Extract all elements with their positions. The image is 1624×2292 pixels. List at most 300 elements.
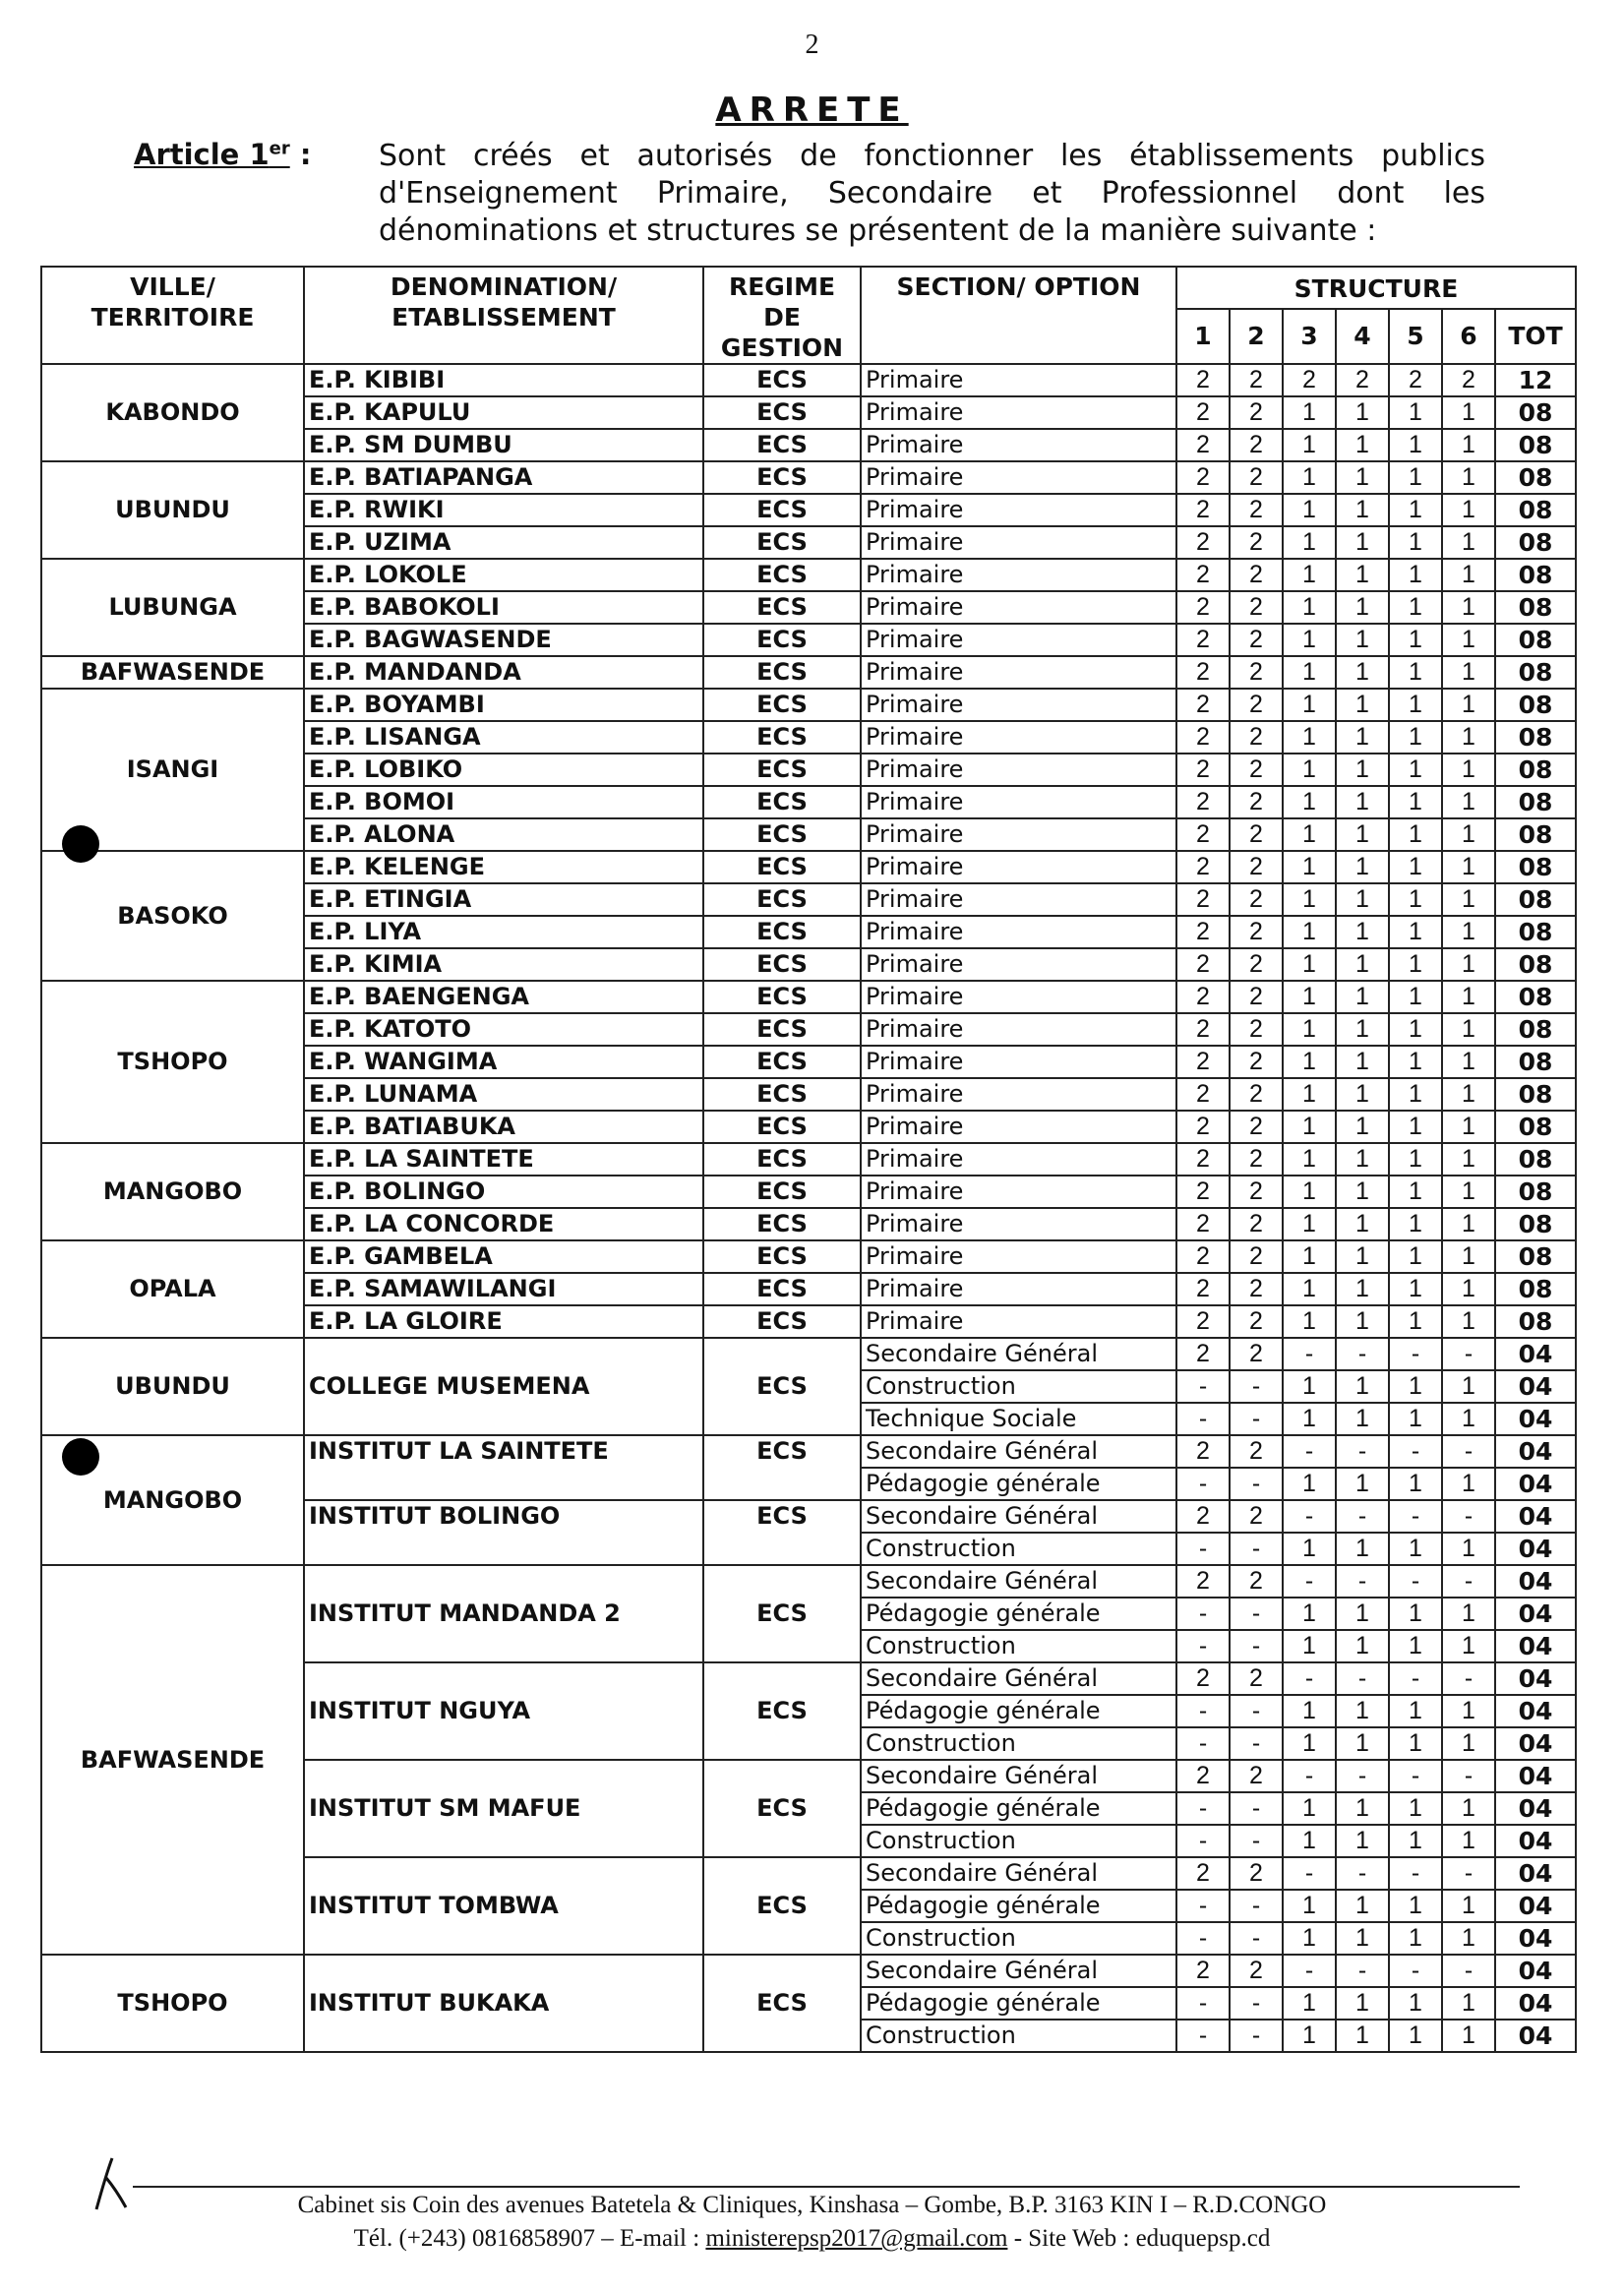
- structure-cell: 1: [1283, 396, 1336, 429]
- option-cell: Pédagogie générale: [861, 1890, 1176, 1922]
- table-body: [41, 364, 1576, 2052]
- structure-cell: 1: [1442, 2020, 1495, 2052]
- structure-cell: 1: [1336, 1727, 1389, 1760]
- school-name-cell: E.P. BOLINGO: [304, 1176, 703, 1208]
- total-cell: 04: [1495, 1955, 1576, 1987]
- regime-cell: ECS: [703, 396, 861, 429]
- school-name-cell: INSTITUT BUKAKA: [304, 1955, 703, 2052]
- structure-cell: 1: [1336, 396, 1389, 429]
- structure-cell: 1: [1389, 1176, 1442, 1208]
- structure-cell: 1: [1442, 851, 1495, 883]
- structure-cell: 2: [1230, 591, 1283, 624]
- section-cell: Primaire: [861, 494, 1176, 526]
- structure-cell: 1: [1283, 1987, 1336, 2020]
- structure-cell: 2: [1176, 916, 1230, 948]
- page-number: 2: [805, 30, 819, 60]
- structure-cell: 2: [1176, 721, 1230, 754]
- section-cell: Primaire: [861, 1143, 1176, 1176]
- structure-cell: 1: [1442, 754, 1495, 786]
- structure-cell: 1: [1283, 1176, 1336, 1208]
- school-name-cell: E.P. GAMBELA: [304, 1240, 703, 1273]
- structure-cell: 2: [1176, 786, 1230, 818]
- total-cell: 08: [1495, 916, 1576, 948]
- ville-cell: BAFWASENDE: [41, 656, 304, 689]
- option-cell: Construction: [861, 1533, 1176, 1565]
- structure-cell: 1: [1442, 1240, 1495, 1273]
- structure-cell: 1: [1336, 689, 1389, 721]
- structure-cell: 1: [1336, 494, 1389, 526]
- structure-cell: 1: [1389, 851, 1442, 883]
- structure-cell: 2: [1230, 948, 1283, 981]
- structure-cell: 1: [1336, 1273, 1389, 1305]
- structure-cell: 1: [1283, 721, 1336, 754]
- structure-cell: 1: [1336, 1533, 1389, 1565]
- section-cell: Primaire: [861, 1111, 1176, 1143]
- table-row: [41, 1435, 1576, 1468]
- section-cell: Primaire: [861, 851, 1176, 883]
- section-cell: Primaire: [861, 1046, 1176, 1078]
- article-colon: :: [299, 138, 312, 171]
- structure-cell: 2: [1176, 1435, 1230, 1468]
- structure-cell: 1: [1389, 1533, 1442, 1565]
- structure-cell: 2: [1230, 1046, 1283, 1078]
- option-cell: Pédagogie générale: [861, 1987, 1176, 2020]
- structure-cell: 1: [1283, 1890, 1336, 1922]
- option-cell: Secondaire Général: [861, 1760, 1176, 1792]
- regime-cell: ECS: [703, 883, 861, 916]
- structure-cell: 1: [1336, 754, 1389, 786]
- structure-cell: -: [1389, 1500, 1442, 1533]
- structure-cell: 1: [1336, 1305, 1389, 1338]
- structure-cell: 1: [1442, 591, 1495, 624]
- document-title: ARRETE: [715, 90, 909, 130]
- structure-cell: 1: [1283, 981, 1336, 1013]
- structure-cell: 1: [1283, 1370, 1336, 1403]
- ville-cell: TSHOPO: [41, 1955, 304, 2052]
- school-name-cell: E.P. BABOKOLI: [304, 591, 703, 624]
- header-col-2: 2: [1230, 309, 1283, 364]
- option-cell: Pédagogie générale: [861, 1468, 1176, 1500]
- structure-cell: 1: [1389, 1922, 1442, 1955]
- section-cell: Primaire: [861, 624, 1176, 656]
- option-cell: Construction: [861, 1630, 1176, 1662]
- structure-cell: 2: [1230, 883, 1283, 916]
- regime-cell: ECS: [703, 1013, 861, 1046]
- school-name-cell: E.P. BAENGENGA: [304, 981, 703, 1013]
- structure-cell: 1: [1283, 1727, 1336, 1760]
- structure-cell: 2: [1176, 1662, 1230, 1695]
- structure-cell: -: [1176, 1630, 1230, 1662]
- total-cell: 04: [1495, 1727, 1576, 1760]
- structure-cell: 1: [1442, 721, 1495, 754]
- total-cell: 08: [1495, 396, 1576, 429]
- table-row: [41, 1565, 1576, 1598]
- structure-cell: -: [1230, 1922, 1283, 1955]
- structure-cell: -: [1442, 1857, 1495, 1890]
- total-cell: 08: [1495, 526, 1576, 559]
- total-cell: 08: [1495, 948, 1576, 981]
- structure-cell: 1: [1442, 1208, 1495, 1240]
- structure-cell: 1: [1442, 1468, 1495, 1500]
- regime-cell: ECS: [703, 1760, 861, 1857]
- header-regime: REGIME DE GESTION: [703, 267, 861, 364]
- structure-cell: 2: [1176, 1500, 1230, 1533]
- total-cell: 04: [1495, 1403, 1576, 1435]
- structure-cell: 1: [1283, 689, 1336, 721]
- structure-cell: -: [1283, 1857, 1336, 1890]
- structure-cell: -: [1176, 1987, 1230, 2020]
- structure-cell: -: [1283, 1760, 1336, 1792]
- total-cell: 08: [1495, 721, 1576, 754]
- school-name-cell: E.P. LOBIKO: [304, 754, 703, 786]
- structure-cell: -: [1442, 1338, 1495, 1370]
- regime-cell: ECS: [703, 1338, 861, 1435]
- structure-cell: 1: [1442, 396, 1495, 429]
- structure-cell: 1: [1283, 1403, 1336, 1435]
- structure-cell: -: [1176, 1533, 1230, 1565]
- structure-cell: 2: [1176, 591, 1230, 624]
- structure-cell: 2: [1176, 818, 1230, 851]
- structure-cell: 2: [1230, 1013, 1283, 1046]
- structure-cell: 1: [1283, 1111, 1336, 1143]
- ville-cell: LUBUNGA: [41, 559, 304, 656]
- regime-cell: ECS: [703, 429, 861, 461]
- structure-cell: 2: [1230, 1500, 1283, 1533]
- table-row: [41, 364, 1576, 396]
- structure-cell: 1: [1336, 948, 1389, 981]
- section-cell: Primaire: [861, 656, 1176, 689]
- structure-cell: 2: [1230, 1338, 1283, 1370]
- structure-cell: 1: [1442, 883, 1495, 916]
- structure-cell: 1: [1442, 461, 1495, 494]
- table-row: [41, 981, 1576, 1013]
- structure-cell: 2: [1283, 364, 1336, 396]
- structure-cell: 2: [1176, 526, 1230, 559]
- structure-cell: 1: [1389, 916, 1442, 948]
- total-cell: 08: [1495, 591, 1576, 624]
- total-cell: 08: [1495, 786, 1576, 818]
- total-cell: 04: [1495, 1857, 1576, 1890]
- article-label: [134, 138, 311, 171]
- schools-table: [40, 266, 1577, 2053]
- section-cell: Primaire: [861, 883, 1176, 916]
- structure-cell: 2: [1176, 364, 1230, 396]
- school-name-cell: E.P. KAPULU: [304, 396, 703, 429]
- option-cell: Construction: [861, 1825, 1176, 1857]
- structure-cell: 2: [1230, 1176, 1283, 1208]
- regime-cell: ECS: [703, 1305, 861, 1338]
- structure-cell: 1: [1283, 1078, 1336, 1111]
- structure-cell: 2: [1176, 1078, 1230, 1111]
- structure-cell: 1: [1442, 1273, 1495, 1305]
- total-cell: 08: [1495, 1273, 1576, 1305]
- section-cell: Primaire: [861, 818, 1176, 851]
- structure-cell: 2: [1176, 1046, 1230, 1078]
- structure-cell: 1: [1389, 1468, 1442, 1500]
- total-cell: 12: [1495, 364, 1576, 396]
- structure-cell: 1: [1442, 1987, 1495, 2020]
- ville-cell: MANGOBO: [41, 1143, 304, 1240]
- structure-cell: -: [1230, 1468, 1283, 1500]
- table-row: [41, 1338, 1576, 1370]
- structure-cell: 1: [1336, 1987, 1389, 2020]
- option-cell: Secondaire Général: [861, 1500, 1176, 1533]
- regime-cell: ECS: [703, 494, 861, 526]
- structure-cell: 1: [1389, 818, 1442, 851]
- structure-cell: -: [1176, 1825, 1230, 1857]
- section-cell: Primaire: [861, 1305, 1176, 1338]
- structure-cell: -: [1176, 1695, 1230, 1727]
- structure-cell: 1: [1283, 786, 1336, 818]
- total-cell: 04: [1495, 1565, 1576, 1598]
- total-cell: 08: [1495, 1176, 1576, 1208]
- option-cell: Secondaire Général: [861, 1662, 1176, 1695]
- structure-cell: 1: [1336, 1013, 1389, 1046]
- structure-cell: 1: [1336, 1922, 1389, 1955]
- regime-cell: ECS: [703, 1435, 861, 1500]
- ville-cell: UBUNDU: [41, 1338, 304, 1435]
- regime-cell: ECS: [703, 1208, 861, 1240]
- option-cell: Construction: [861, 2020, 1176, 2052]
- school-name-cell: E.P. LUNAMA: [304, 1078, 703, 1111]
- structure-cell: 1: [1389, 1792, 1442, 1825]
- total-cell: 04: [1495, 1890, 1576, 1922]
- option-cell: Pédagogie générale: [861, 1695, 1176, 1727]
- option-cell: Pédagogie générale: [861, 1598, 1176, 1630]
- structure-cell: 2: [1176, 981, 1230, 1013]
- option-cell: Secondaire Général: [861, 1435, 1176, 1468]
- structure-cell: 1: [1283, 591, 1336, 624]
- structure-cell: 2: [1230, 1143, 1283, 1176]
- structure-cell: -: [1176, 1792, 1230, 1825]
- ville-cell: UBUNDU: [41, 461, 304, 559]
- school-name-cell: E.P. KATOTO: [304, 1013, 703, 1046]
- structure-cell: -: [1389, 1760, 1442, 1792]
- regime-cell: ECS: [703, 624, 861, 656]
- section-cell: Primaire: [861, 981, 1176, 1013]
- school-name-cell: INSTITUT MANDANDA 2: [304, 1565, 703, 1662]
- structure-cell: -: [1230, 1403, 1283, 1435]
- total-cell: 08: [1495, 1143, 1576, 1176]
- structure-cell: 1: [1389, 1046, 1442, 1078]
- header-denomination: DENOMINATION/ ETABLISSEMENT: [304, 267, 703, 364]
- structure-cell: 2: [1230, 851, 1283, 883]
- regime-cell: ECS: [703, 1240, 861, 1273]
- structure-cell: 1: [1442, 656, 1495, 689]
- structure-cell: 2: [1176, 461, 1230, 494]
- regime-cell: ECS: [703, 1955, 861, 2052]
- structure-cell: 2: [1230, 754, 1283, 786]
- structure-cell: 1: [1283, 1013, 1336, 1046]
- structure-cell: 2: [1230, 1435, 1283, 1468]
- school-name-cell: E.P. KIBIBI: [304, 364, 703, 396]
- school-name-cell: E.P. LOKOLE: [304, 559, 703, 591]
- structure-cell: 1: [1389, 1630, 1442, 1662]
- regime-cell: ECS: [703, 754, 861, 786]
- regime-cell: ECS: [703, 1176, 861, 1208]
- regime-cell: ECS: [703, 461, 861, 494]
- footer-address: Cabinet sis Coin des avenues Batetela & Cliniques, Kinshasa – Gombe, B.P. 3163 KIN I – R.D.CONGO: [297, 2192, 1327, 2218]
- structure-cell: 1: [1283, 656, 1336, 689]
- structure-cell: -: [1176, 1598, 1230, 1630]
- structure-cell: 1: [1389, 591, 1442, 624]
- regime-cell: ECS: [703, 981, 861, 1013]
- structure-cell: 2: [1176, 656, 1230, 689]
- structure-cell: 1: [1283, 1208, 1336, 1240]
- structure-cell: 1: [1283, 1305, 1336, 1338]
- regime-cell: ECS: [703, 1565, 861, 1662]
- structure-cell: 1: [1283, 494, 1336, 526]
- regime-cell: ECS: [703, 721, 861, 754]
- structure-cell: 1: [1336, 916, 1389, 948]
- structure-cell: 1: [1336, 1825, 1389, 1857]
- structure-cell: 1: [1389, 1370, 1442, 1403]
- school-name-cell: E.P. KELENGE: [304, 851, 703, 883]
- school-name-cell: E.P. BATIAPANGA: [304, 461, 703, 494]
- structure-cell: 1: [1283, 1630, 1336, 1662]
- regime-cell: ECS: [703, 1662, 861, 1760]
- option-cell: Secondaire Général: [861, 1857, 1176, 1890]
- structure-cell: 2: [1230, 1240, 1283, 1273]
- structure-cell: 1: [1389, 1208, 1442, 1240]
- table-row: [41, 559, 1576, 591]
- school-name-cell: COLLEGE MUSEMENA: [304, 1338, 703, 1435]
- section-cell: Primaire: [861, 429, 1176, 461]
- structure-cell: 1: [1389, 1825, 1442, 1857]
- total-cell: 08: [1495, 656, 1576, 689]
- structure-cell: 2: [1176, 1760, 1230, 1792]
- structure-cell: 1: [1389, 948, 1442, 981]
- structure-cell: 1: [1389, 1598, 1442, 1630]
- total-cell: 08: [1495, 1208, 1576, 1240]
- structure-cell: 2: [1230, 916, 1283, 948]
- article-label-sup: er: [269, 138, 290, 159]
- structure-cell: 1: [1336, 1176, 1389, 1208]
- structure-cell: 1: [1283, 2020, 1336, 2052]
- structure-cell: 2: [1176, 429, 1230, 461]
- structure-cell: -: [1230, 1598, 1283, 1630]
- table-row: [41, 1955, 1576, 1987]
- total-cell: 08: [1495, 818, 1576, 851]
- total-cell: 08: [1495, 981, 1576, 1013]
- structure-cell: 1: [1389, 883, 1442, 916]
- structure-cell: -: [1442, 1500, 1495, 1533]
- structure-cell: 1: [1389, 494, 1442, 526]
- structure-cell: 1: [1389, 1240, 1442, 1273]
- structure-cell: -: [1230, 1890, 1283, 1922]
- structure-cell: 2: [1176, 1143, 1230, 1176]
- structure-cell: 1: [1442, 429, 1495, 461]
- structure-cell: 1: [1283, 1143, 1336, 1176]
- structure-cell: 2: [1176, 396, 1230, 429]
- school-name-cell: INSTITUT NGUYA: [304, 1662, 703, 1760]
- structure-cell: 2: [1230, 818, 1283, 851]
- structure-cell: 2: [1230, 786, 1283, 818]
- school-name-cell: E.P. LIYA: [304, 916, 703, 948]
- structure-cell: 2: [1230, 1111, 1283, 1143]
- section-cell: Primaire: [861, 1240, 1176, 1273]
- regime-cell: ECS: [703, 1273, 861, 1305]
- structure-cell: 2: [1176, 1013, 1230, 1046]
- structure-cell: 1: [1442, 1143, 1495, 1176]
- structure-cell: 2: [1176, 883, 1230, 916]
- structure-cell: 2: [1176, 1955, 1230, 1987]
- structure-cell: 1: [1283, 526, 1336, 559]
- total-cell: 08: [1495, 461, 1576, 494]
- structure-cell: 1: [1283, 851, 1336, 883]
- school-name-cell: INSTITUT TOMBWA: [304, 1857, 703, 1955]
- structure-cell: 1: [1336, 1695, 1389, 1727]
- regime-cell: ECS: [703, 1111, 861, 1143]
- total-cell: 04: [1495, 1500, 1576, 1533]
- structure-cell: 1: [1442, 1176, 1495, 1208]
- structure-cell: 1: [1283, 1825, 1336, 1857]
- footer-email-link[interactable]: ministerepsp2017@gmail.com: [705, 2225, 1008, 2252]
- footer-phone: Tél. (+243) 0816858907 – E-mail :: [353, 2225, 706, 2252]
- total-cell: 04: [1495, 1370, 1576, 1403]
- structure-cell: -: [1283, 1435, 1336, 1468]
- structure-cell: 2: [1230, 981, 1283, 1013]
- structure-cell: 1: [1336, 2020, 1389, 2052]
- structure-cell: -: [1230, 1792, 1283, 1825]
- option-cell: Technique Sociale: [861, 1403, 1176, 1435]
- section-cell: Primaire: [861, 786, 1176, 818]
- structure-cell: 1: [1336, 591, 1389, 624]
- footer-contact: [0, 2225, 1624, 2253]
- structure-cell: -: [1336, 1565, 1389, 1598]
- section-cell: Primaire: [861, 559, 1176, 591]
- total-cell: 04: [1495, 1338, 1576, 1370]
- structure-cell: 2: [1230, 1857, 1283, 1890]
- structure-cell: 1: [1389, 786, 1442, 818]
- total-cell: 04: [1495, 1533, 1576, 1565]
- structure-cell: 2: [1230, 461, 1283, 494]
- header-col-5: 5: [1389, 309, 1442, 364]
- school-name-cell: E.P. KIMIA: [304, 948, 703, 981]
- structure-cell: 1: [1283, 1240, 1336, 1273]
- section-cell: Primaire: [861, 1273, 1176, 1305]
- total-cell: 08: [1495, 1078, 1576, 1111]
- regime-cell: ECS: [703, 948, 861, 981]
- structure-cell: 2: [1230, 624, 1283, 656]
- regime-cell: ECS: [703, 818, 861, 851]
- structure-cell: 1: [1336, 1240, 1389, 1273]
- structure-cell: 1: [1336, 526, 1389, 559]
- total-cell: 08: [1495, 429, 1576, 461]
- section-cell: Primaire: [861, 689, 1176, 721]
- regime-cell: ECS: [703, 689, 861, 721]
- school-name-cell: E.P. WANGIMA: [304, 1046, 703, 1078]
- structure-cell: 1: [1283, 754, 1336, 786]
- structure-cell: 1: [1442, 818, 1495, 851]
- structure-cell: 1: [1336, 1046, 1389, 1078]
- structure-cell: 2: [1230, 1078, 1283, 1111]
- structure-cell: 1: [1389, 1013, 1442, 1046]
- structure-cell: 2: [1176, 1857, 1230, 1890]
- section-cell: Primaire: [861, 1078, 1176, 1111]
- structure-cell: 1: [1336, 721, 1389, 754]
- structure-cell: 1: [1336, 851, 1389, 883]
- section-cell: Primaire: [861, 591, 1176, 624]
- total-cell: 04: [1495, 1662, 1576, 1695]
- structure-cell: 1: [1442, 624, 1495, 656]
- structure-cell: 1: [1389, 1111, 1442, 1143]
- school-name-cell: E.P. SAMAWILANGI: [304, 1273, 703, 1305]
- structure-cell: 1: [1283, 818, 1336, 851]
- section-cell: Primaire: [861, 461, 1176, 494]
- structure-cell: 2: [1230, 429, 1283, 461]
- structure-cell: 1: [1336, 1078, 1389, 1111]
